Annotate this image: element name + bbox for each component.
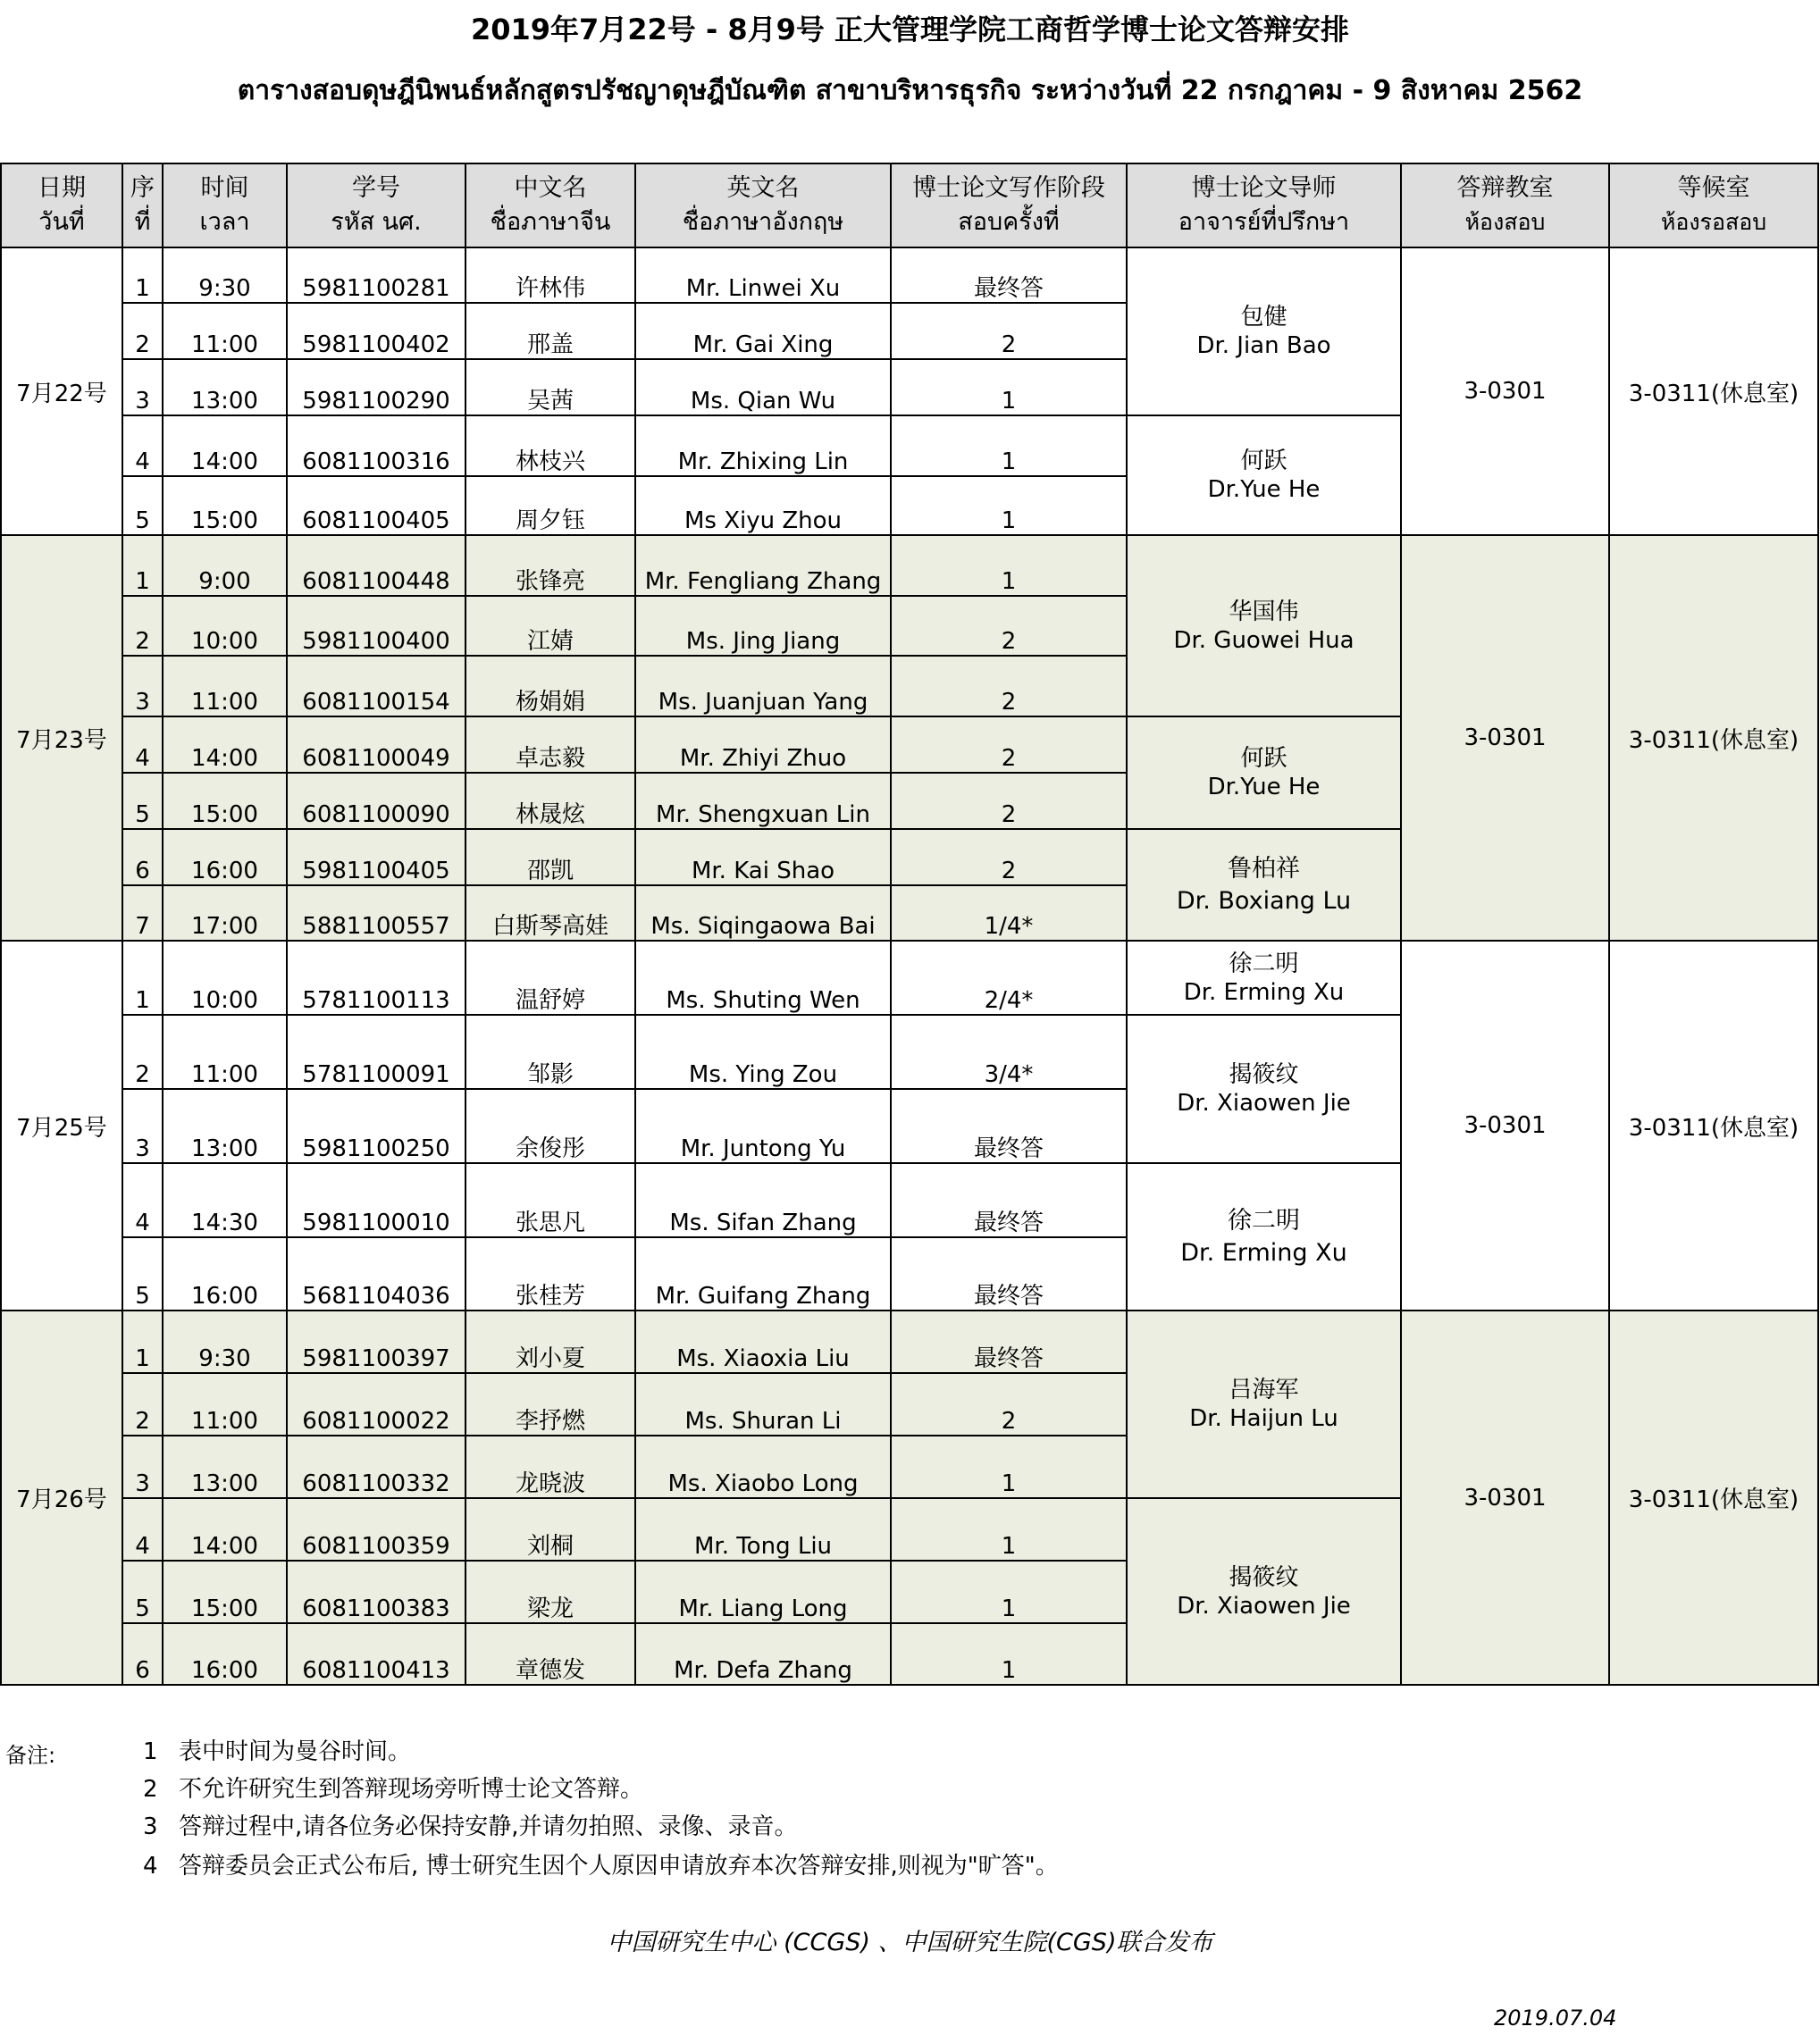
student-id-cell: 6081100448 bbox=[287, 535, 465, 596]
waiting-room-cell: 3-0311(休息室) bbox=[1609, 535, 1818, 941]
table-row bbox=[1, 247, 1818, 303]
chinese-name-cell: 龙晓波 bbox=[465, 1436, 635, 1498]
seq-cell: 4 bbox=[122, 1163, 163, 1237]
stage-cell: 最终答 bbox=[891, 1163, 1127, 1237]
stage-cell: 1 bbox=[891, 359, 1127, 415]
chinese-name-cell: 卓志毅 bbox=[465, 716, 635, 773]
student-id-cell: 5781100091 bbox=[287, 1015, 465, 1089]
seq-cell: 5 bbox=[122, 1237, 163, 1311]
english-name-cell: Mr. Shengxuan Lin bbox=[635, 773, 891, 829]
table-row bbox=[1, 1311, 1818, 1373]
stage-cell: 2 bbox=[891, 829, 1127, 885]
note-item: 3 答辩过程中,请各位务必保持安静,并请勿拍照、录像、录音。 bbox=[143, 1813, 798, 1840]
time-cell: 13:00 bbox=[163, 359, 287, 415]
time-cell: 13:00 bbox=[163, 1089, 287, 1163]
student-id-cell: 5981100290 bbox=[287, 359, 465, 415]
exam-room-cell: 3-0301 bbox=[1401, 1311, 1609, 1685]
english-name-cell: Ms. Sifan Zhang bbox=[635, 1163, 891, 1237]
english-name-cell: Mr. Kai Shao bbox=[635, 829, 891, 885]
student-id-cell: 6081100383 bbox=[287, 1561, 465, 1623]
seq-cell: 1 bbox=[122, 535, 163, 596]
day-date: 7月25号 bbox=[1, 941, 122, 1311]
advisor-cell: 揭筱纹 Dr. Xiaowen Jie bbox=[1127, 1498, 1401, 1685]
day-date: 7月26号 bbox=[1, 1311, 122, 1685]
waiting-room-cell: 3-0311(休息室) bbox=[1609, 247, 1818, 535]
english-name-cell: Mr. Fengliang Zhang bbox=[635, 535, 891, 596]
student-id-cell: 6081100049 bbox=[287, 716, 465, 773]
student-id-cell: 6081100359 bbox=[287, 1498, 465, 1561]
stage-cell: 最终答 bbox=[891, 1311, 1127, 1373]
advisor-cell: 鲁柏祥 Dr. Boxiang Lu bbox=[1127, 829, 1401, 941]
time-cell: 9:30 bbox=[163, 1311, 287, 1373]
student-id-cell: 5981100010 bbox=[287, 1163, 465, 1237]
chinese-name-cell: 林晟炫 bbox=[465, 773, 635, 829]
chinese-name-cell: 邢盖 bbox=[465, 303, 635, 359]
seq-cell: 3 bbox=[122, 1089, 163, 1163]
english-name-cell: Ms. Xiaobo Long bbox=[635, 1436, 891, 1498]
header-seq: 序 ที่ bbox=[122, 163, 163, 247]
waiting-room-cell: 3-0311(休息室) bbox=[1609, 941, 1818, 1311]
day-date: 7月23号 bbox=[1, 535, 122, 941]
header-stage: 博士论文写作阶段 สอบครั้งที่ bbox=[891, 163, 1127, 247]
stage-cell: 1 bbox=[891, 1436, 1127, 1498]
stage-cell: 1/4* bbox=[891, 885, 1127, 941]
header-chinese-name: 中文名 ชื่อภาษาจีน bbox=[465, 163, 635, 247]
note-item: 1 表中时间为曼谷时间。 bbox=[143, 1738, 412, 1765]
chinese-name-cell: 林枝兴 bbox=[465, 415, 635, 476]
stage-cell: 1 bbox=[891, 1498, 1127, 1561]
chinese-name-cell: 邵凯 bbox=[465, 829, 635, 885]
time-cell: 11:00 bbox=[163, 1373, 287, 1436]
seq-cell: 4 bbox=[122, 716, 163, 773]
student-id-cell: 5881100557 bbox=[287, 885, 465, 941]
time-cell: 17:00 bbox=[163, 885, 287, 941]
seq-cell: 5 bbox=[122, 476, 163, 535]
header-advisor: 博士论文导师 อาจารย์ที่ปรึกษา bbox=[1127, 163, 1401, 247]
seq-cell: 2 bbox=[122, 303, 163, 359]
stage-cell: 最终答 bbox=[891, 247, 1127, 303]
time-cell: 9:00 bbox=[163, 535, 287, 596]
defense-schedule-table bbox=[0, 163, 1819, 1686]
english-name-cell: Ms. Siqingaowa Bai bbox=[635, 885, 891, 941]
chinese-name-cell: 温舒婷 bbox=[465, 941, 635, 1015]
time-cell: 11:00 bbox=[163, 656, 287, 716]
header-english-name: 英文名 ชื่อภาษาอังกฤษ bbox=[635, 163, 891, 247]
seq-cell: 1 bbox=[122, 1311, 163, 1373]
english-name-cell: Mr. Liang Long bbox=[635, 1561, 891, 1623]
page-subtitle-thai: ตารางสอบดุษฎีนิพนธ์หลักสูตรปรัชญาดุษฎีบัณฑิต สาขาบริหารธุรกิจ ระหว่างวันที่ 22 กรกฎาคม - 9 สิงหาคม 2562 bbox=[237, 75, 1583, 106]
time-cell: 16:00 bbox=[163, 1237, 287, 1311]
english-name-cell: Ms. Ying Zou bbox=[635, 1015, 891, 1089]
student-id-cell: 5981100400 bbox=[287, 596, 465, 656]
chinese-name-cell: 梁龙 bbox=[465, 1561, 635, 1623]
seq-cell: 7 bbox=[122, 885, 163, 941]
english-name-cell: Ms. Juanjuan Yang bbox=[635, 656, 891, 716]
time-cell: 11:00 bbox=[163, 1015, 287, 1089]
student-id-cell: 6081100405 bbox=[287, 476, 465, 535]
stage-cell: 2 bbox=[891, 656, 1127, 716]
chinese-name-cell: 吴茜 bbox=[465, 359, 635, 415]
page-title: 2019年7月22号 - 8月9号 正大管理学院工商哲学博士论文答辩安排 bbox=[470, 13, 1350, 46]
chinese-name-cell: 章德发 bbox=[465, 1623, 635, 1685]
english-name-cell: Mr. Zhiyi Zhuo bbox=[635, 716, 891, 773]
stage-cell: 最终答 bbox=[891, 1237, 1127, 1311]
english-name-cell: Mr. Linwei Xu bbox=[635, 247, 891, 303]
english-name-cell: Mr. Defa Zhang bbox=[635, 1623, 891, 1685]
issuer-footer: 中国研究生中心 (CCGS) 、中国研究生院(CGS)联合发布 bbox=[607, 1929, 1213, 1956]
seq-cell: 1 bbox=[122, 941, 163, 1015]
chinese-name-cell: 张桂芳 bbox=[465, 1237, 635, 1311]
advisor-cell: 包健 Dr. Jian Bao bbox=[1127, 247, 1401, 415]
student-id-cell: 5981100405 bbox=[287, 829, 465, 885]
seq-cell: 3 bbox=[122, 656, 163, 716]
student-id-cell: 5681104036 bbox=[287, 1237, 465, 1311]
seq-cell: 4 bbox=[122, 415, 163, 476]
student-id-cell: 5981100250 bbox=[287, 1089, 465, 1163]
english-name-cell: Mr. Guifang Zhang bbox=[635, 1237, 891, 1311]
exam-room-cell: 3-0301 bbox=[1401, 941, 1609, 1311]
notes-label: 备注: bbox=[5, 1743, 56, 1768]
seq-cell: 6 bbox=[122, 829, 163, 885]
seq-cell: 5 bbox=[122, 1561, 163, 1623]
time-cell: 10:00 bbox=[163, 941, 287, 1015]
header-date: 日期 วันที่ bbox=[1, 163, 122, 247]
stage-cell: 2 bbox=[891, 716, 1127, 773]
time-cell: 14:00 bbox=[163, 716, 287, 773]
stage-cell: 2 bbox=[891, 303, 1127, 359]
table-row bbox=[1, 941, 1818, 1015]
english-name-cell: Ms. Qian Wu bbox=[635, 359, 891, 415]
exam-room-cell: 3-0301 bbox=[1401, 247, 1609, 535]
time-cell: 16:00 bbox=[163, 1623, 287, 1685]
student-id-cell: 6081100022 bbox=[287, 1373, 465, 1436]
english-name-cell: Ms Xiyu Zhou bbox=[635, 476, 891, 535]
advisor-cell: 徐二明 Dr. Erming Xu bbox=[1127, 1163, 1401, 1311]
english-name-cell: Mr. Gai Xing bbox=[635, 303, 891, 359]
time-cell: 15:00 bbox=[163, 476, 287, 535]
time-cell: 14:00 bbox=[163, 415, 287, 476]
seq-cell: 4 bbox=[122, 1498, 163, 1561]
student-id-cell: 5781100113 bbox=[287, 941, 465, 1015]
english-name-cell: Mr. Zhixing Lin bbox=[635, 415, 891, 476]
day-date: 7月22号 bbox=[1, 247, 122, 535]
chinese-name-cell: 许林伟 bbox=[465, 247, 635, 303]
time-cell: 16:00 bbox=[163, 829, 287, 885]
english-name-cell: Ms. Jing Jiang bbox=[635, 596, 891, 656]
exam-room-cell: 3-0301 bbox=[1401, 535, 1609, 941]
stage-cell: 1 bbox=[891, 1561, 1127, 1623]
student-id-cell: 5981100281 bbox=[287, 247, 465, 303]
waiting-room-cell: 3-0311(休息室) bbox=[1609, 1311, 1818, 1685]
student-id-cell: 6081100316 bbox=[287, 415, 465, 476]
student-id-cell: 6081100332 bbox=[287, 1436, 465, 1498]
english-name-cell: Mr. Juntong Yu bbox=[635, 1089, 891, 1163]
stage-cell: 2 bbox=[891, 1373, 1127, 1436]
issue-date: 2019.07.04 bbox=[1494, 2006, 1617, 2031]
chinese-name-cell: 刘小夏 bbox=[465, 1311, 635, 1373]
chinese-name-cell: 张锋亮 bbox=[465, 535, 635, 596]
seq-cell: 6 bbox=[122, 1623, 163, 1685]
chinese-name-cell: 杨娟娟 bbox=[465, 656, 635, 716]
time-cell: 10:00 bbox=[163, 596, 287, 656]
time-cell: 15:00 bbox=[163, 773, 287, 829]
header-exam-room: 答辩教室 ห้องสอบ bbox=[1401, 163, 1609, 247]
seq-cell: 2 bbox=[122, 1373, 163, 1436]
seq-cell: 2 bbox=[122, 1015, 163, 1089]
chinese-name-cell: 张思凡 bbox=[465, 1163, 635, 1237]
chinese-name-cell: 李抒燃 bbox=[465, 1373, 635, 1436]
chinese-name-cell: 邹影 bbox=[465, 1015, 635, 1089]
time-cell: 13:00 bbox=[163, 1436, 287, 1498]
time-cell: 11:00 bbox=[163, 303, 287, 359]
chinese-name-cell: 周夕钰 bbox=[465, 476, 635, 535]
advisor-cell: 吕海军 Dr. Haijun Lu bbox=[1127, 1311, 1401, 1498]
advisor-cell: 徐二明 Dr. Erming Xu bbox=[1127, 941, 1401, 1015]
seq-cell: 1 bbox=[122, 247, 163, 303]
stage-cell: 2 bbox=[891, 596, 1127, 656]
stage-cell: 3/4* bbox=[891, 1015, 1127, 1089]
time-cell: 14:30 bbox=[163, 1163, 287, 1237]
english-name-cell: Ms. Shuting Wen bbox=[635, 941, 891, 1015]
header-waiting-room: 等候室 ห้องรอสอบ bbox=[1609, 163, 1818, 247]
header-student-id: 学号 รหัส นศ. bbox=[287, 163, 465, 247]
header-time: 时间 เวลา bbox=[163, 163, 287, 247]
stage-cell: 1 bbox=[891, 535, 1127, 596]
seq-cell: 3 bbox=[122, 359, 163, 415]
english-name-cell: Ms. Shuran Li bbox=[635, 1373, 891, 1436]
chinese-name-cell: 白斯琴高娃 bbox=[465, 885, 635, 941]
table-header-row bbox=[1, 163, 1818, 247]
student-id-cell: 5981100397 bbox=[287, 1311, 465, 1373]
time-cell: 9:30 bbox=[163, 247, 287, 303]
student-id-cell: 6081100090 bbox=[287, 773, 465, 829]
student-id-cell: 5981100402 bbox=[287, 303, 465, 359]
english-name-cell: Ms. Xiaoxia Liu bbox=[635, 1311, 891, 1373]
chinese-name-cell: 余俊彤 bbox=[465, 1089, 635, 1163]
seq-cell: 3 bbox=[122, 1436, 163, 1498]
stage-cell: 1 bbox=[891, 1623, 1127, 1685]
stage-cell: 1 bbox=[891, 476, 1127, 535]
stage-cell: 2 bbox=[891, 773, 1127, 829]
student-id-cell: 6081100413 bbox=[287, 1623, 465, 1685]
seq-cell: 5 bbox=[122, 773, 163, 829]
advisor-cell: 何跃 Dr.Yue He bbox=[1127, 415, 1401, 535]
stage-cell: 1 bbox=[891, 415, 1127, 476]
note-item: 2 不允许研究生到答辩现场旁听博士论文答辩。 bbox=[143, 1776, 644, 1803]
time-cell: 14:00 bbox=[163, 1498, 287, 1561]
chinese-name-cell: 江婧 bbox=[465, 596, 635, 656]
table-row bbox=[1, 535, 1818, 596]
english-name-cell: Mr. Tong Liu bbox=[635, 1498, 891, 1561]
advisor-cell: 何跃 Dr.Yue He bbox=[1127, 716, 1401, 829]
chinese-name-cell: 刘桐 bbox=[465, 1498, 635, 1561]
note-item: 4 答辩委员会正式公布后, 博士研究生因个人原因申请放弃本次答辩安排,则视为"旷答"。 bbox=[143, 1853, 1059, 1880]
stage-cell: 2/4* bbox=[891, 941, 1127, 1015]
advisor-cell: 揭筱纹 Dr. Xiaowen Jie bbox=[1127, 1015, 1401, 1163]
time-cell: 15:00 bbox=[163, 1561, 287, 1623]
student-id-cell: 6081100154 bbox=[287, 656, 465, 716]
stage-cell: 最终答 bbox=[891, 1089, 1127, 1163]
seq-cell: 2 bbox=[122, 596, 163, 656]
advisor-cell: 华国伟 Dr. Guowei Hua bbox=[1127, 535, 1401, 716]
